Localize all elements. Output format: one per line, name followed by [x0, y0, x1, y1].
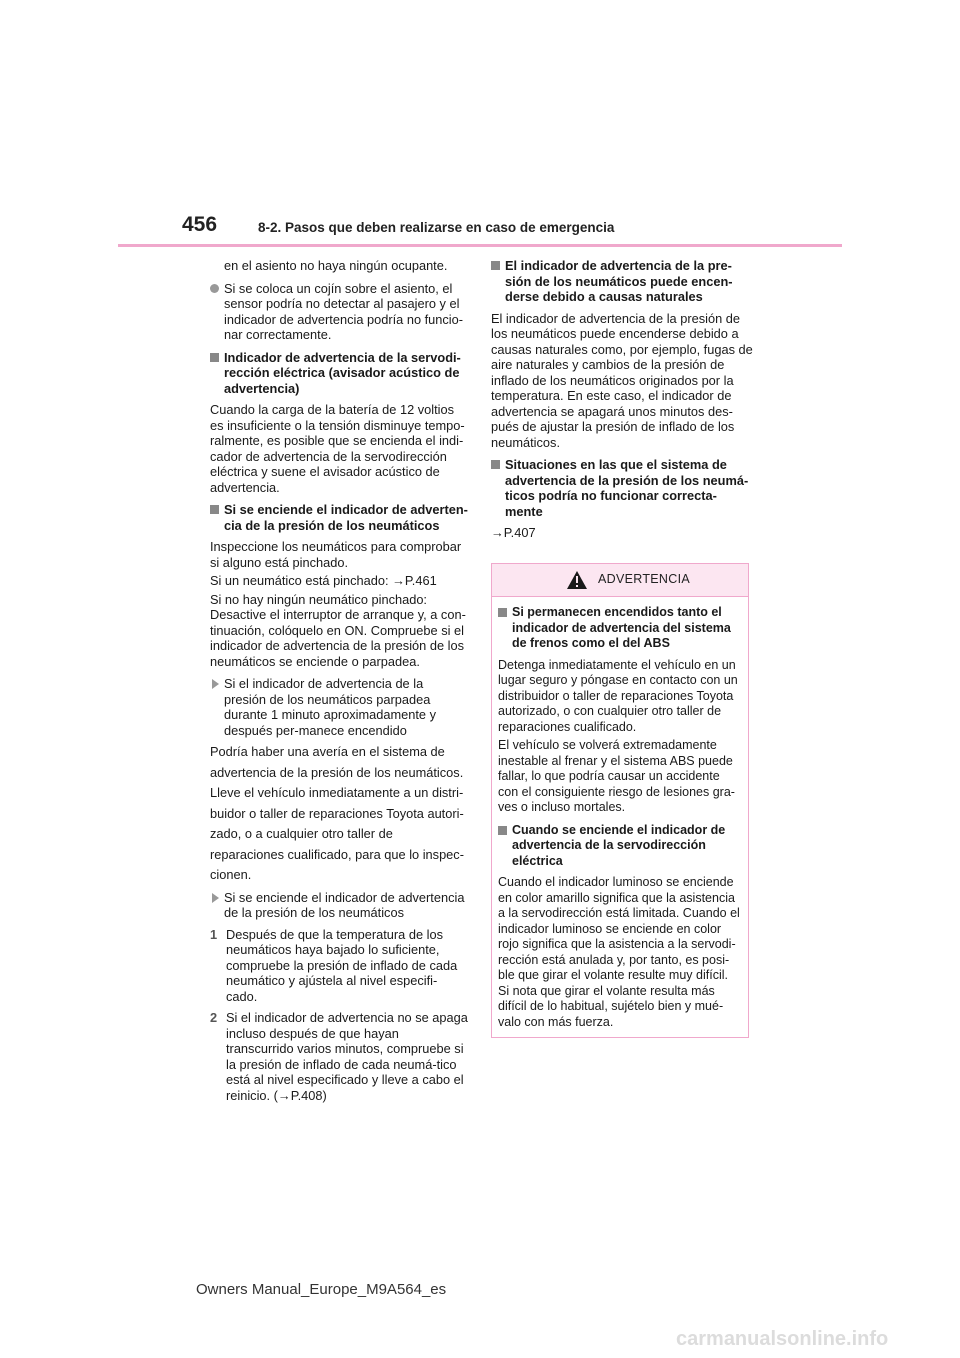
step-text: Si el indicador de advertencia no se apaga incluso después de que hayan transcurrido varios minutos, compruebe si la presión de inflado de cada neumá-tico está al nivel especificado y lleve a cabo el reinicio. (→P.408): [226, 1010, 468, 1103]
arrow-text: Si el indicador de advertencia de la presión de los neumáticos parpadea durante 1 minuto aproximadamente y después per-manece encendido: [224, 676, 436, 738]
square-bullet-icon: [210, 505, 219, 514]
heading-text: Situaciones en las que el sistema de advertencia de la presión de los neumá-ticos podría no funcionar correcta-mente: [505, 457, 749, 519]
paragraph-line: buidor o taller de reparaciones Toyota autori-: [210, 805, 464, 821]
watermark: carmanualsonline.info: [676, 1328, 889, 1350]
footer-text: Owners Manual_Europe_M9A564_es: [196, 1281, 447, 1298]
triangle-arrow-icon: [212, 679, 219, 689]
paragraph-line: reparaciones cualificado, para que lo inspec-: [210, 846, 464, 862]
step-item: [210, 1010, 468, 1103]
heading-text: Si permanecen encendidos tanto el indicador de advertencia del sistema de frenos como el del ABS: [512, 605, 731, 650]
square-bullet-icon: [491, 460, 500, 469]
bullet-item: [210, 281, 468, 343]
paragraph-link: Si un neumático está pinchado: →P.461: [210, 573, 437, 588]
paragraph-line: zado, o a cualquier otro taller de: [210, 826, 393, 841]
chapter-title: 8-2. Pasos que deben realizarse en caso de emergencia: [258, 220, 615, 235]
header-rule: [118, 244, 842, 247]
section-heading: [210, 350, 468, 397]
section-heading: [210, 502, 468, 533]
paragraph-line: Podría haber una avería en el sistema de: [210, 744, 445, 759]
left-column: [210, 258, 468, 1109]
paragraph: El indicador de advertencia de la presión de los neumáticos puede encenderse debido a causas naturales como, por ejemplo, fugas de aire naturales y cambios de la presión de inflado de los neumáticos originados por la temperatura. En este caso, el indicador de advertencia se apagará unos minutos des-pués de ajustar la presión de inflado de los neumáticos.: [491, 310, 753, 450]
step-number: 1: [210, 926, 218, 942]
warning-body: [492, 597, 748, 1030]
warning-box: [491, 563, 749, 1038]
paragraph-link: →P.407: [491, 525, 536, 540]
warning-heading: [498, 605, 742, 652]
paragraph-line: Lleve el vehículo inmediatamente a un distri-: [210, 785, 464, 800]
paragraph: Si no hay ningún neumático pinchado: Desactive el interruptor de arranque y, a con-tinuación, colóquelo en ON. Compruebe si el indicador de advertencia de la presión de los neumáticos se enciende o parpadea.: [210, 591, 466, 669]
paragraph: El vehículo se volverá extremadamente inestable al frenar y el sistema ABS puede fallar, lo que podría causar un accidente con el consiguiente riesgo de lesiones gra-ves o incluso mortales.: [498, 738, 735, 814]
paragraph-line: advertencia de la presión de los neumáticos.: [210, 764, 464, 780]
heading-text: Indicador de advertencia de la servodi-rección eléctrica (avisador acústico de advertencia): [224, 349, 461, 396]
warning-heading: [498, 823, 742, 870]
warning-triangle-icon: [566, 570, 588, 590]
step-text: Después de que la temperatura de los neumáticos haya bajado lo suficiente, compruebe la presión de inflado de cada neumático y ajústela al nivel especifi-cado.: [226, 926, 458, 1004]
arrow-item: [210, 676, 468, 738]
paragraph-line: cionen.: [210, 867, 252, 882]
page-header: [0, 0, 960, 250]
bullet-dot-icon: [210, 284, 219, 293]
square-bullet-icon: [498, 826, 507, 835]
step-number: 2: [210, 1010, 218, 1025]
section-heading: [491, 258, 753, 305]
step-item: [210, 927, 468, 1005]
square-bullet-icon: [491, 261, 500, 270]
bullet-text: Si se coloca un cojín sobre el asiento, el sensor podría no detectar al pasajero y el indicador de advertencia podría no funcio-nar correctamente.: [224, 280, 464, 342]
warning-header: [492, 564, 748, 597]
warning-title: ADVERTENCIA: [598, 572, 690, 586]
right-column: [491, 258, 753, 548]
paragraph: Inspeccione los neumáticos para comprobar si alguno está pinchado.: [210, 539, 462, 570]
arrow-text: Si se enciende el indicador de advertencia de la presión de los neumáticos: [224, 889, 465, 920]
page-number: 456: [182, 213, 218, 236]
paragraph: Detenga inmediatamente el vehículo en un lugar seguro y póngase en contacto con un distribuidor o taller de reparaciones Toyota autorizado, o con cualquier otro taller de reparaciones cualificado.: [498, 657, 738, 734]
section-heading: [491, 457, 753, 519]
arrow-item: [210, 890, 468, 921]
heading-text: El indicador de advertencia de la pre-sión de los neumáticos puede encen-derse debido a causas naturales: [505, 258, 733, 304]
triangle-arrow-icon: [212, 893, 219, 903]
square-bullet-icon: [210, 353, 219, 362]
paragraph: Cuando el indicador luminoso se enciende en color amarillo significa que la asistencia a la servodirección está limitada. Cuando el indicador luminoso se enciende en color rojo significa que la asistencia a la servodi-rección está anulada y, por tanto, es posi-ble que girar el volante resulte muy difícil. Si nota que girar el volante resulta más difícil de lo habitual, sujételo bien y mué-valo con más fuerza.: [498, 875, 740, 1029]
paragraph: en el asiento no haya ningún ocupante.: [224, 258, 448, 273]
heading-text: Si se enciende el indicador de adverten-cia de la presión de los neumáticos: [224, 502, 468, 533]
square-bullet-icon: [498, 608, 507, 617]
paragraph: Cuando la carga de la batería de 12 voltios es insuficiente o la tensión disminuye tempo-ralmente, es posible que se encienda el indi-cador de advertencia de la servodirección eléctrica y suene el avisador acústico de advertencia.: [210, 402, 465, 495]
heading-text: Cuando se enciende el indicador de advertencia de la servodirección eléctrica: [512, 822, 726, 868]
